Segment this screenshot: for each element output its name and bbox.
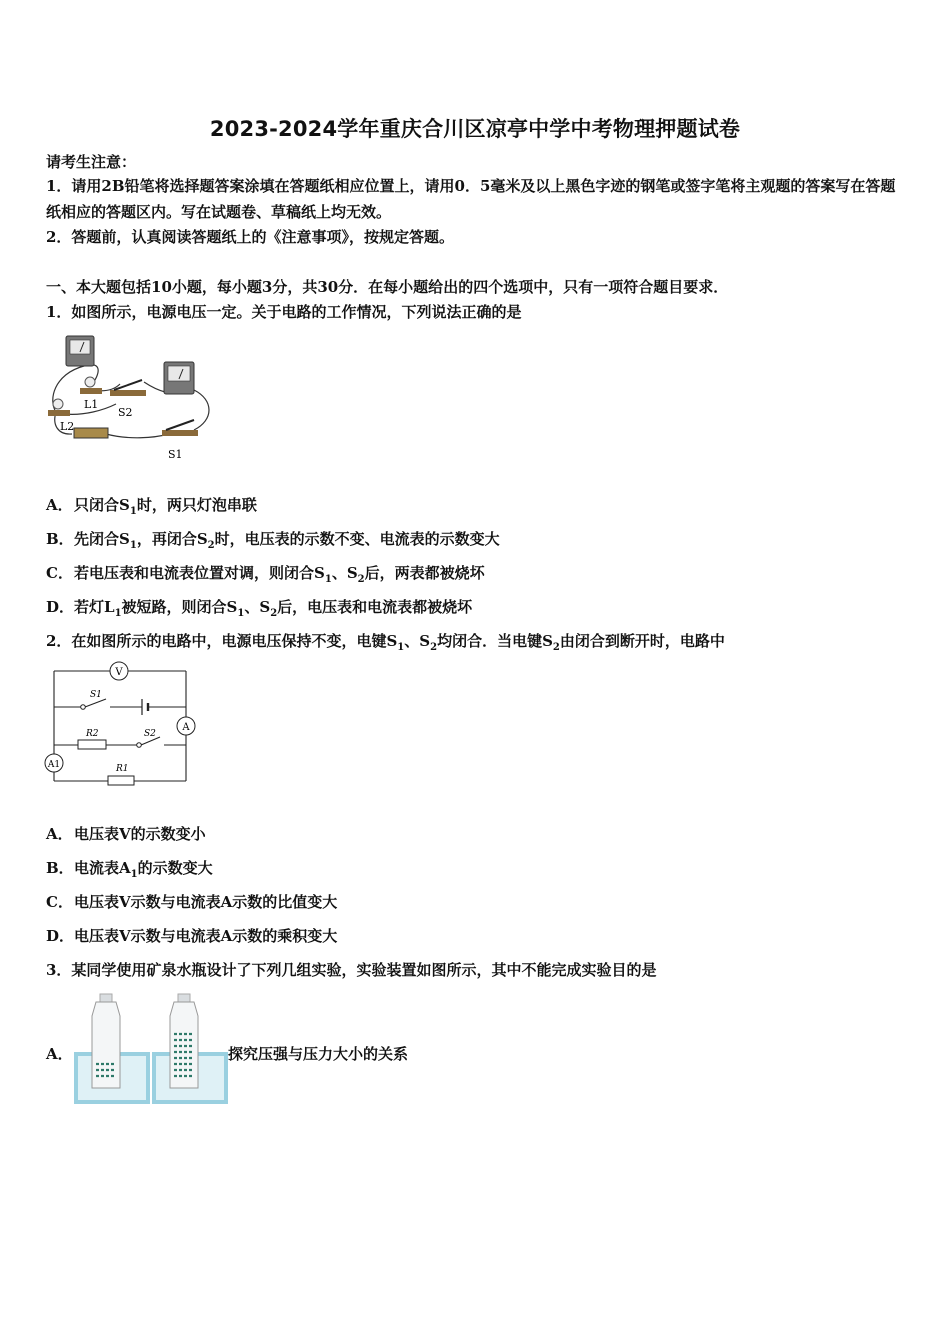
ammeter-a1-icon <box>45 754 63 772</box>
label-s2: S2 <box>144 729 156 739</box>
q1-option-b[interactable]: B．先闭合$S_1$，再闭合$S_2$时，电压表的示数不变、电流表的示数变大 <box>46 530 500 551</box>
label-s2: S2 <box>118 406 133 419</box>
bottle-filled-icon <box>170 994 198 1088</box>
resistor-r2-icon <box>78 740 106 749</box>
q2-option-a[interactable]: A．电压表V的示数变小 <box>46 825 206 843</box>
q2-option-d[interactable]: D．电压表V示数与电流表A示数的乘积变大 <box>46 927 338 945</box>
label-l1: L1 <box>84 398 99 411</box>
q1-option-d[interactable]: D．若灯$L_1$被短路，则闭合$S_1$、$S_2$后，电压表和电流表都被烧坏 <box>46 598 473 619</box>
label-l2: L2 <box>60 420 75 433</box>
q1-circuit-figure <box>44 330 214 465</box>
q3-option-a-text[interactable]: 探究压强与压力大小的关系 <box>228 1045 409 1063</box>
switch-s2-contact-icon <box>137 743 142 748</box>
label-s1: S1 <box>168 448 183 461</box>
q3-stem: 3．某同学使用矿泉水瓶设计了下列几组实验，实验装置如图所示，其中不能完成实验目的是 <box>46 961 657 979</box>
notice-heading: 请考生注意： <box>46 153 137 171</box>
battery-icon <box>74 428 108 438</box>
q1-stem: 1．如图所示，电源电压一定。关于电路的工作情况，下列说法正确的是 <box>46 303 522 321</box>
switch-s1-icon <box>162 420 198 436</box>
battery-icon <box>142 699 148 715</box>
bulb-l2-icon <box>48 399 70 416</box>
section-heading: 一、本大题包括10小题，每小题3分，共30分．在每小题给出的四个选项中，只有一项符合题目要求． <box>46 278 729 296</box>
page-title: 2023-2024学年重庆合川区凉亭中学中考物理押题试卷 <box>209 117 741 141</box>
q1-option-c[interactable]: C．若电压表和电流表位置对调，则闭合$S_1$、$S_2$后，两表都被烧坏 <box>46 564 485 585</box>
voltmeter-v-icon <box>110 662 128 680</box>
bulb-l1-icon <box>80 377 102 394</box>
notice-item-1: 1．请用2B铅笔将选择题答案涂填在答题纸相应位置上，请用0．5毫米及以上黑色字迹的钢笔或签字笔将主观题的答案写在答题纸相应的答题区内。写在试题卷、草稿纸上均无效。 <box>46 177 896 221</box>
label-r2: R2 <box>86 729 99 739</box>
notice-item-2: 2．答题前，认真阅读答题纸上的《注意事项》，按规定答题。 <box>46 228 454 246</box>
ammeter-a-icon <box>177 717 195 735</box>
ammeter-right-icon <box>164 362 194 394</box>
bottle-upright-icon <box>92 994 120 1088</box>
q2-stem: 2．在如图所示的电路中，电源电压保持不变，电键$S_1$、$S_2$均闭合．当电键$S_2$由闭合到断开时，电路中 <box>46 632 725 653</box>
q2-option-b[interactable]: B．电流表$A_1$的示数变大 <box>46 859 213 880</box>
q3-option-a-label[interactable]: A． <box>46 1045 73 1063</box>
q1-option-a[interactable]: A．只闭合$S_1$时，两只灯泡串联 <box>46 496 257 517</box>
voltmeter-top-icon <box>66 336 94 366</box>
label-r1: R1 <box>116 764 129 774</box>
q2-option-c[interactable]: C．电压表V示数与电流表A示数的比值变大 <box>46 893 338 911</box>
svg-text:A: A <box>182 722 190 733</box>
svg-text:V: V <box>115 667 123 678</box>
switch-s1-contact-icon <box>81 705 86 710</box>
q3-bottles-figure <box>74 990 228 1106</box>
svg-text:A1: A1 <box>47 760 61 770</box>
q2-circuit-figure <box>44 659 204 787</box>
resistor-r1-icon <box>108 776 134 785</box>
label-s1: S1 <box>90 690 102 700</box>
